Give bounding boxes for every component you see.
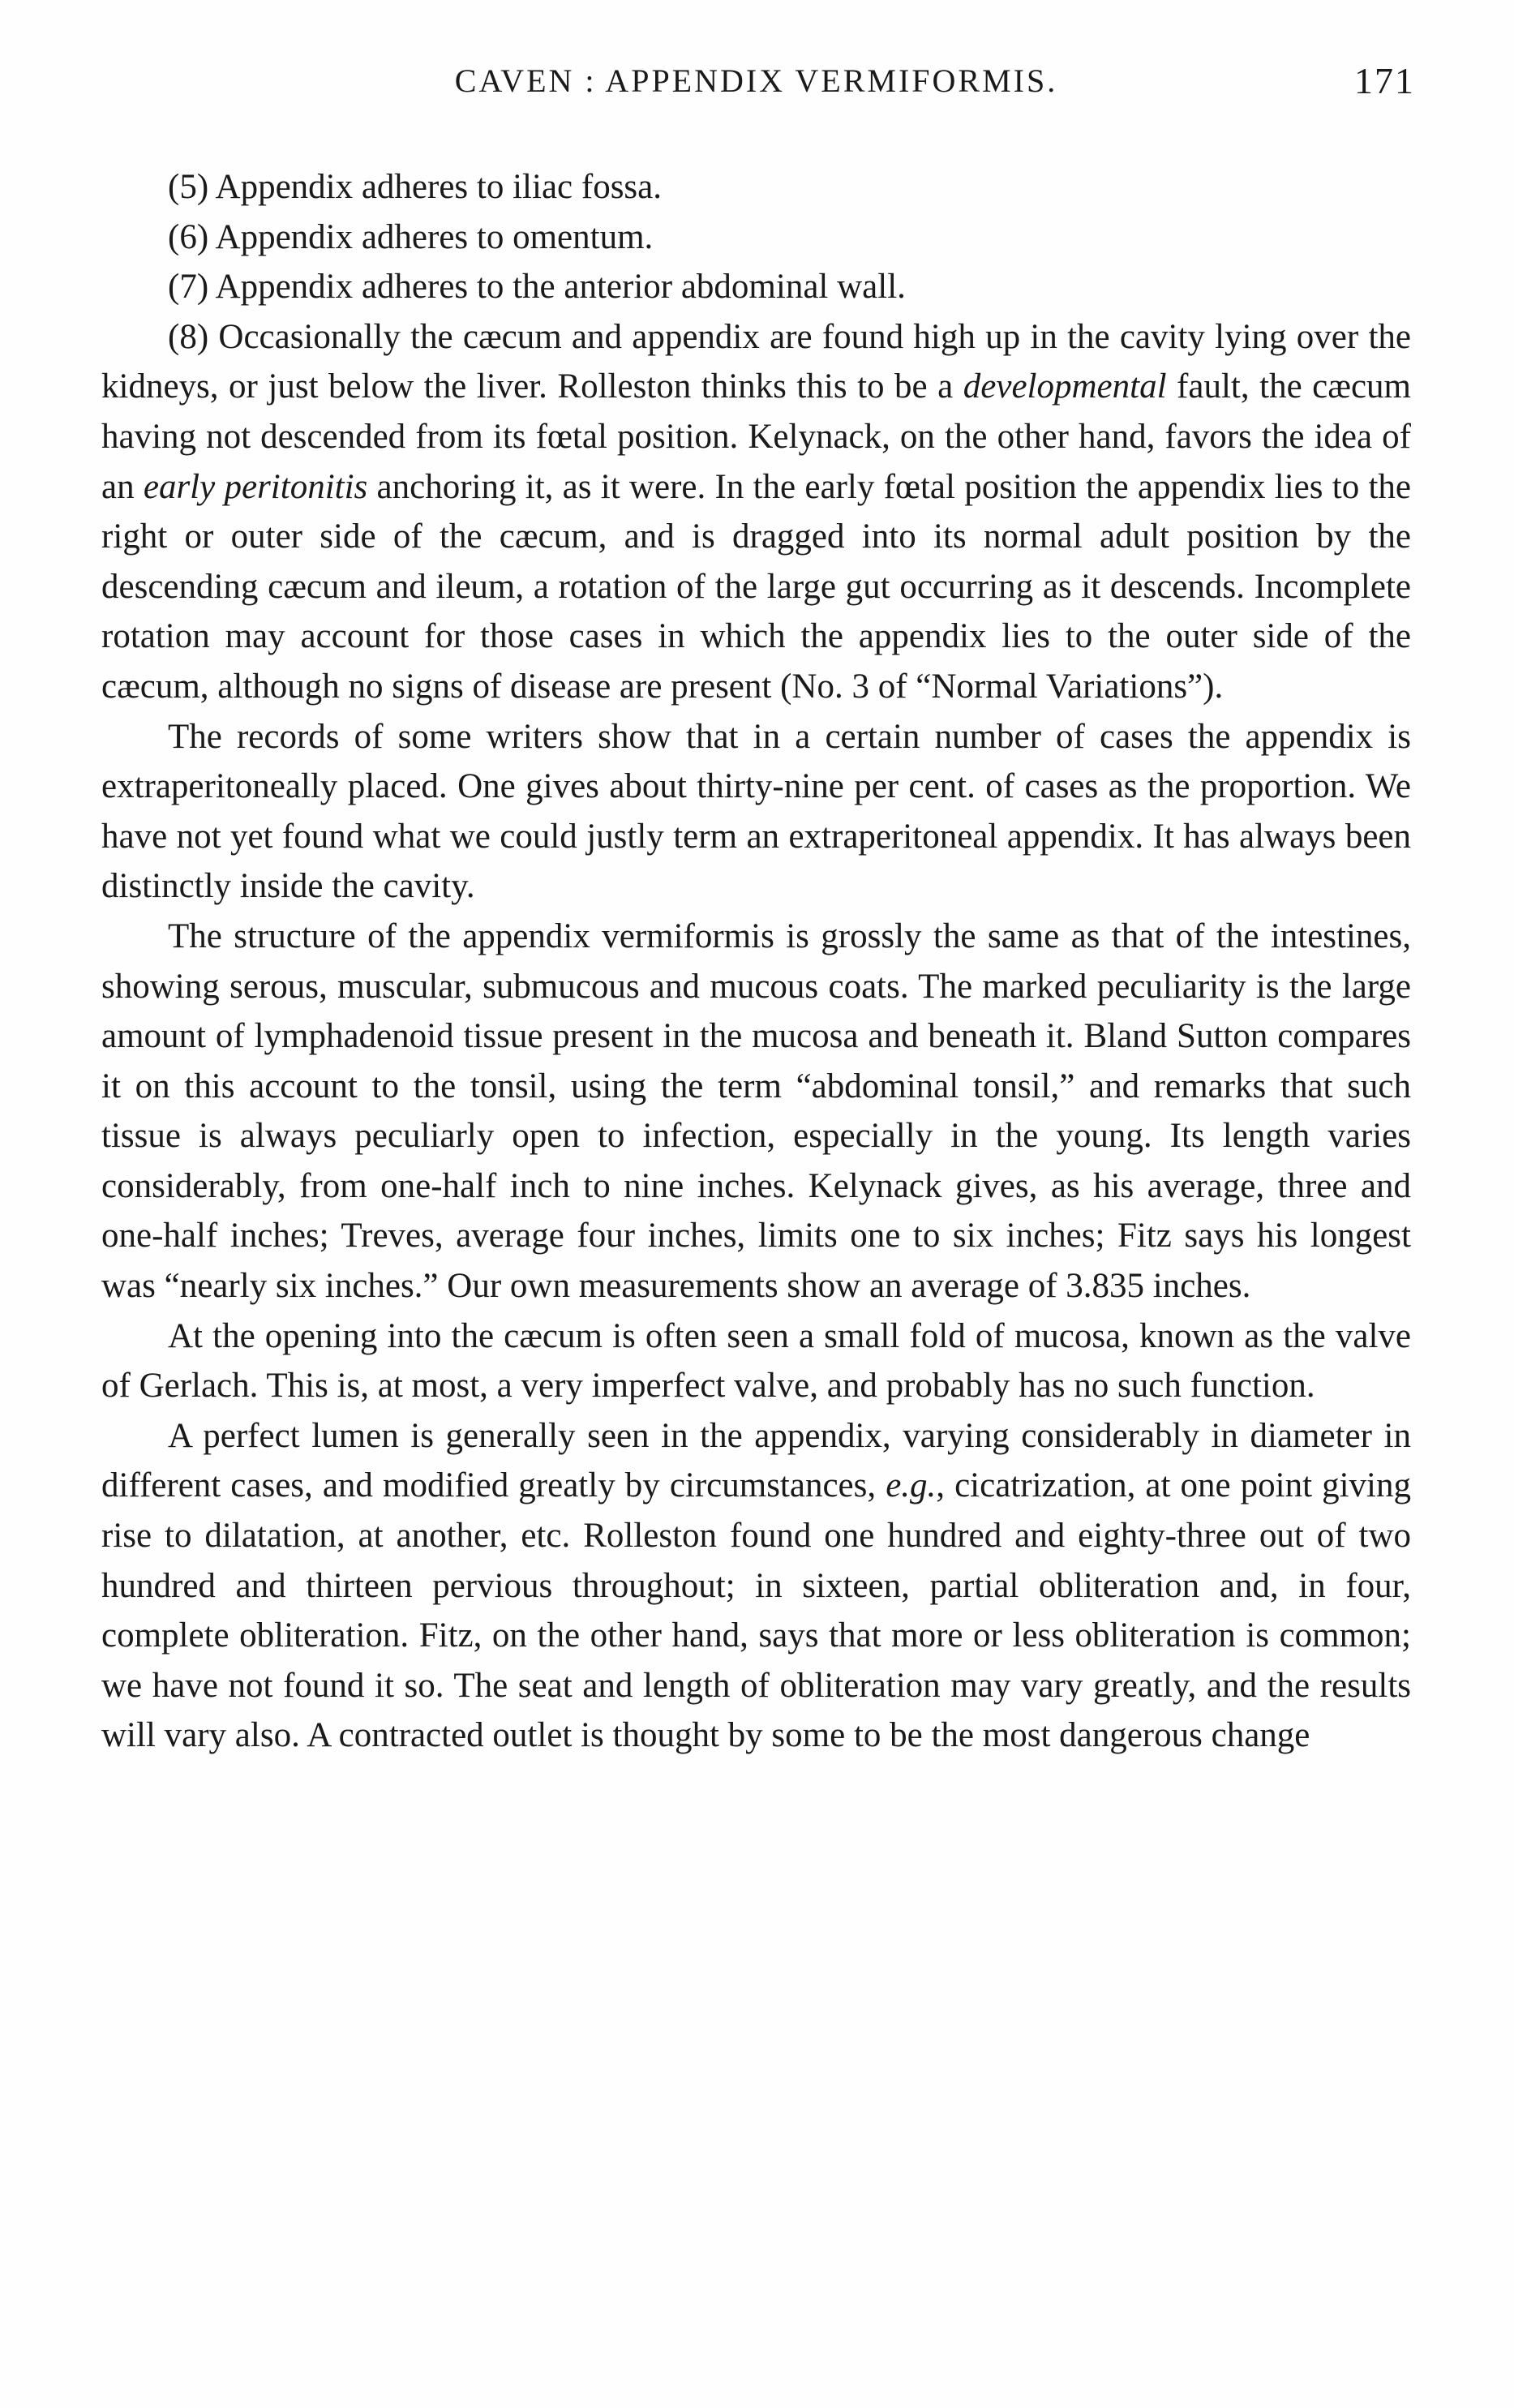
item8-text-3: anchoring it, as it were. In the early fœtal position the appendix lies to the right or outer side of the cæcum, and is dragged into its normal adult position by the descending cæcum and ileum, a rotation of the large gut occurring as it descends. Incomplete rotation may account for those cases in which the appendix lies to the outer side of the cæcum, although no signs of disease are present (No. 3 of “Normal Variations”). — [101, 467, 1411, 706]
item8-italic-early-peritonitis: early peritonitis — [143, 467, 368, 506]
paragraph-structure: The structure of the appendix vermiformis is grossly the same as that of the intestines, showing serous, muscular, submucous and mucous coats. The marked peculiarity is the large amount of lymphadenoid tissue present in the mucosa and beneath it. Bland Sutton compares it on this account to the tonsil, using the term “abdominal tonsil,” and remarks that such tissue is always peculiarly open to infection, especially in the young. Its length varies considerably, from one-half inch to nine inches. Kelynack gives, as his average, three and one-half inches; Treves, average four inches, limits one to six inches; Fitz says his longest was “nearly six inches.” Our own measurements show an average of 3.835 inches. — [101, 916, 1411, 1306]
paragraph-valve-of-gerlach: At the opening into the cæcum is often seen a small fold of mucosa, known as the valve of Gerlach. This is, at most, a very imperfect valve, and probably has no such function. — [101, 1316, 1411, 1406]
list-item-5: (5) Appendix adheres to iliac fossa. — [168, 168, 662, 206]
lumen-text-2: , cicatrization, at one point giving rise to dilatation, at another, etc. Rolleston found one hundred and eighty-three out of two hundred and thirteen pervious throughout; in sixteen, partial obliteration and, in four, complete obliteration. Fitz, on the other hand, says that more or less obliteration is common; we have not found it so. The seat and length of obliteration may vary greatly, and the results will vary also. A contracted outlet is thought by some to be the most dangerous change — [101, 1466, 1411, 1755]
body-text — [101, 162, 1411, 1761]
paragraph-extraperitoneal: The records of some writers show that in a certain number of cases the appendix is extraperitoneally placed. One gives about thirty-nine per cent. of cases as the proportion. We have not yet found what we could justly term an extraperitoneal appendix. It has always been distinctly inside the cavity. — [101, 717, 1411, 906]
paragraph-lumen — [101, 1411, 1411, 1761]
running-title: CAVEN : APPENDIX VERMIFORMIS. — [454, 62, 1058, 99]
page-number: 171 — [1354, 60, 1415, 101]
lumen-italic-eg: e.g. — [886, 1466, 937, 1505]
list-item-8 — [101, 312, 1411, 712]
running-head — [97, 57, 1415, 105]
lumen-text-1: A perfect lumen is generally seen in the appendix, varying considerably in diameter in different cases, and modified greatly by circumstances, — [101, 1416, 1411, 1505]
list-item-7: (7) Appendix adheres to the anterior abdominal wall. — [168, 268, 906, 307]
item8-italic-developmental: developmental — [963, 367, 1167, 406]
list-item-6: (6) Appendix adheres to omentum. — [168, 217, 654, 256]
item8-text-1: (8) Occasionally the cæcum and appendix are found high up in the cavity lying over the kidneys, or just below the liver. Rolleston thinks this to be a — [101, 317, 1411, 406]
item8-text-2: fault, the cæcum having not descended from its fœtal position. Kelynack, on the other hand, favors the idea of an — [101, 367, 1411, 506]
